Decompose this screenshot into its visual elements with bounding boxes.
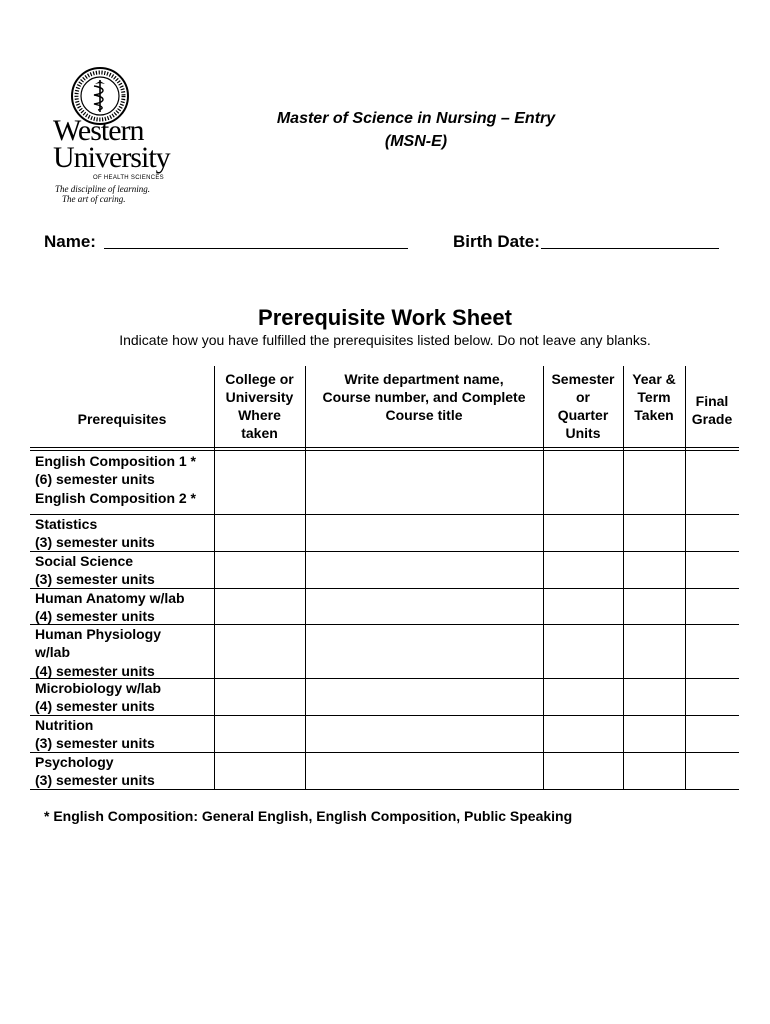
row-label: Microbiology w/lab (4) semester units: [35, 680, 162, 715]
table-header: [30, 366, 739, 446]
row-label: Human Physiology w/lab (4) semester units: [35, 626, 162, 679]
table-row: [30, 716, 739, 753]
logo-wordmark-western: Western: [53, 114, 144, 147]
header-semester: Semester or Quarter Units: [551, 371, 615, 441]
birth-date-field[interactable]: [541, 232, 719, 249]
row-label: English Composition 1 * (6) semester units English Composition 2 *: [35, 453, 197, 506]
header-college: College or University Where taken: [225, 371, 294, 441]
birth-date-label: Birth Date:: [453, 232, 540, 251]
header-final-grade: Final Grade: [691, 393, 733, 427]
table-row: [30, 515, 739, 552]
table-row: [30, 753, 739, 790]
table-row: [30, 625, 739, 679]
logo-tagline-1: The discipline of learning.: [55, 184, 150, 194]
header-course: Write department name, Course number, and Complete Course title: [322, 371, 526, 423]
header-year-term: Year & Term Taken: [632, 371, 676, 423]
row-label: Psychology (3) semester units: [35, 754, 155, 789]
column-divider: [543, 366, 544, 790]
column-divider: [214, 366, 215, 790]
column-divider: [685, 366, 686, 790]
name-field[interactable]: [104, 232, 408, 249]
footnote: * English Composition: General English, English Composition, Public Speaking: [44, 808, 573, 824]
logo-wordmark-university: University: [53, 141, 170, 174]
table-row: [30, 552, 739, 589]
university-logo: [50, 66, 170, 204]
program-title: Master of Science in Nursing – Entry: [276, 110, 556, 127]
column-divider: [623, 366, 624, 790]
row-label: Nutrition (3) semester units: [35, 717, 155, 752]
row-label: Human Anatomy w/lab (4) semester units: [35, 590, 185, 625]
table-row: [30, 589, 739, 625]
column-divider: [305, 366, 306, 790]
name-label: Name:: [44, 232, 96, 251]
logo-subtitle: OF HEALTH SCIENCES: [93, 175, 164, 181]
program-code: (MSN-E): [384, 133, 448, 150]
header-prerequisites: Prerequisites: [77, 411, 167, 427]
table-row: [30, 451, 739, 515]
table-row: [30, 679, 739, 716]
worksheet-instructions: Indicate how you have fulfilled the prerequisites listed below. Do not leave any blanks.: [119, 332, 651, 348]
worksheet-title: Prerequisite Work Sheet: [258, 305, 512, 330]
row-label: Statistics (3) semester units: [35, 516, 155, 551]
logo-tagline-2: The art of caring.: [62, 194, 126, 204]
row-label: Social Science (3) semester units: [35, 553, 155, 588]
